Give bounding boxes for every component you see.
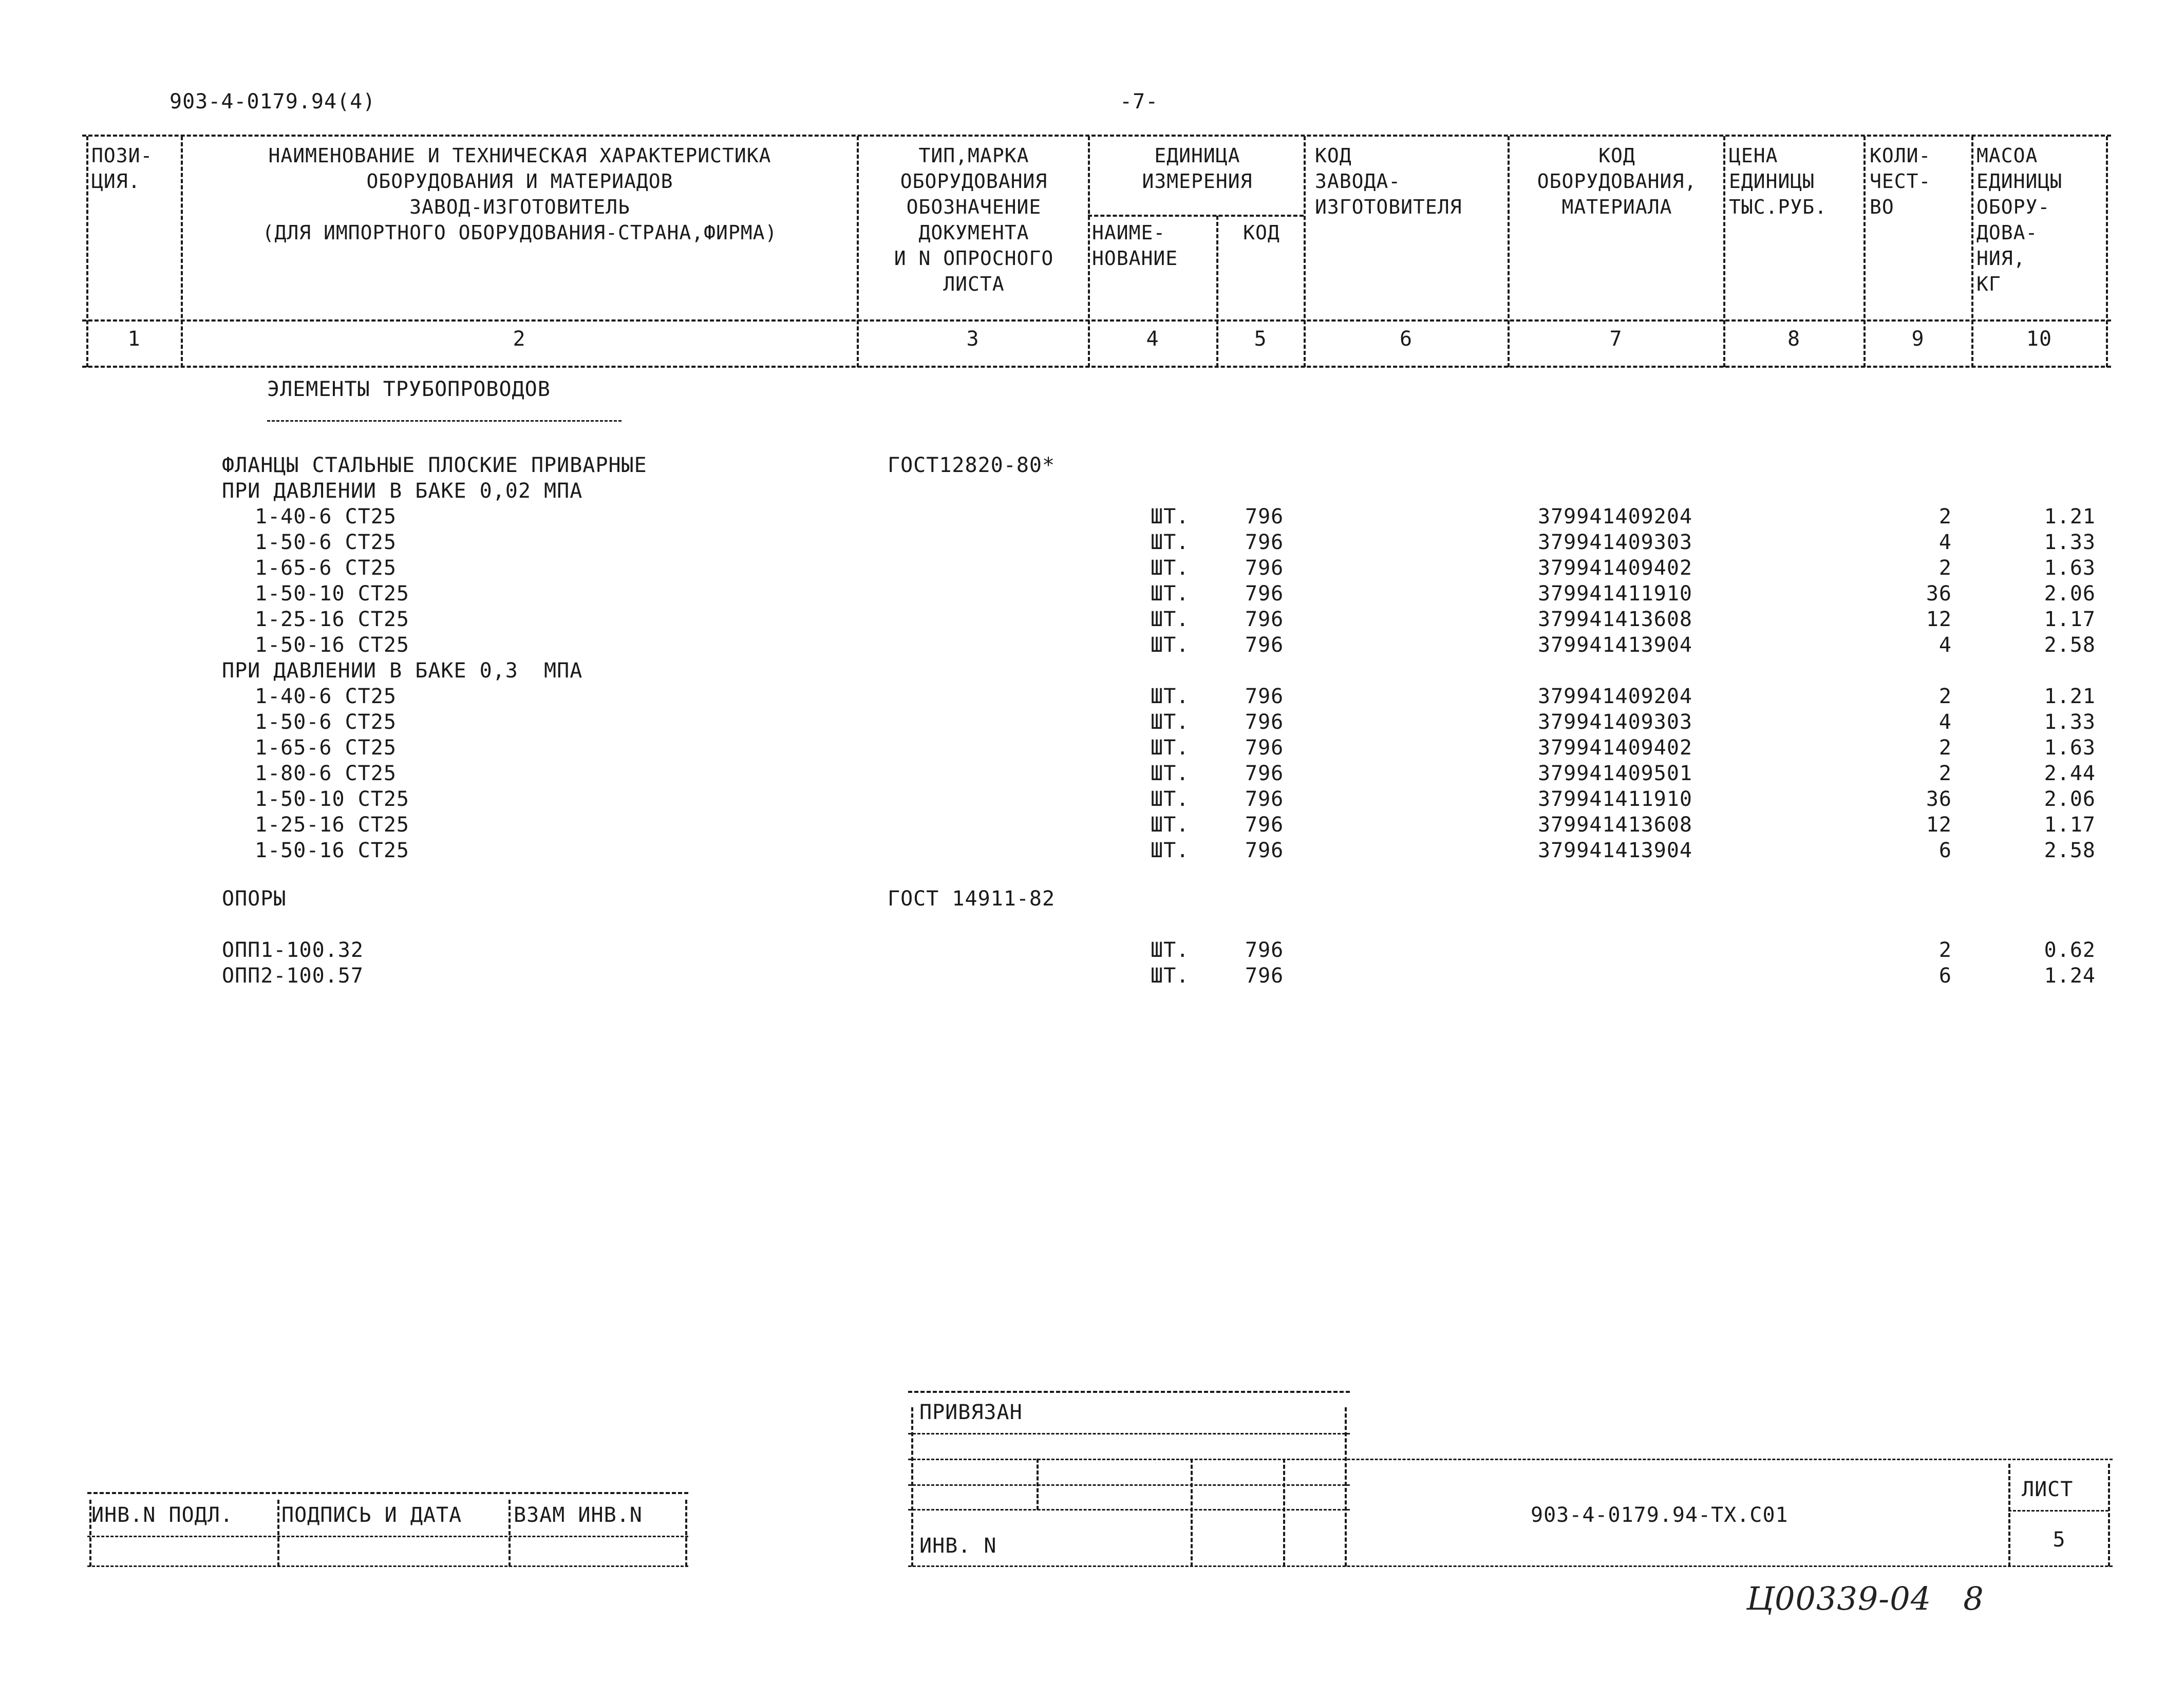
colnum-3: 3 <box>966 327 980 351</box>
row-mass: 2.58 <box>2044 633 2096 657</box>
row-mass: 1.24 <box>2044 964 2096 988</box>
row-material-code: 379941409402 <box>1538 556 1692 580</box>
row-unit: ШТ. <box>1151 938 1190 962</box>
supports-standard: ГОСТ 14911-82 <box>888 887 1056 911</box>
section-title: ЭЛЕМЕНТЫ ТРУБОПРОВОДОВ <box>267 377 551 401</box>
row-material-code: 379941409501 <box>1538 762 1692 785</box>
colnum-4: 4 <box>1146 327 1159 351</box>
row-unit-code: 796 <box>1245 556 1284 580</box>
stamp-inv-n: ИНВ. N <box>919 1534 997 1558</box>
row-name: 1-40-6 СТ25 <box>255 505 397 528</box>
stamp-vline-b <box>1037 1459 1039 1510</box>
colnum-8: 8 <box>1787 327 1801 351</box>
row-quantity: 2 <box>1938 505 1952 528</box>
row-unit-code: 796 <box>1245 633 1284 657</box>
row-unit-code: 796 <box>1245 505 1284 528</box>
row-unit-code: 796 <box>1245 531 1284 554</box>
column-numbers-divider <box>82 366 2111 368</box>
colnum-1: 1 <box>127 327 141 351</box>
row-mass: 1.21 <box>2044 685 2096 708</box>
row-mass: 2.06 <box>2044 787 2096 811</box>
header-col-mass: МАСОА ЕДИНИЦЫ ОБОРУ- ДОВА- НИЯ, КГ <box>1976 144 2063 295</box>
row-quantity: 2 <box>1938 685 1952 708</box>
document-designation: 903-4-0179.94-ТХ.С01 <box>1531 1503 1788 1527</box>
header-col-equipment-code: КОД ОБОРУДОВАНИЯ, МАТЕРИАЛА <box>1537 144 1697 218</box>
row-unit-code: 796 <box>1245 608 1284 631</box>
row-unit: ШТ. <box>1151 964 1190 988</box>
header-col-unit: ЕДИНИЦА ИЗМЕРЕНИЯ <box>1142 144 1253 193</box>
stamp-top-border <box>908 1391 1350 1393</box>
row-quantity: 4 <box>1938 633 1952 657</box>
row-unit-code: 796 <box>1245 787 1284 811</box>
supports-title: ОПОРЫ <box>222 887 287 911</box>
inv-vline-2 <box>509 1500 511 1566</box>
row-material-code: 379941413904 <box>1538 839 1692 862</box>
inv-block-top <box>87 1492 688 1494</box>
row-mass: 0.62 <box>2044 938 2096 962</box>
row-name: ОПП1-100.32 <box>222 938 364 962</box>
row-unit: ШТ. <box>1151 736 1190 760</box>
col-border-10 <box>2106 136 2108 367</box>
row-quantity: 2 <box>1938 762 1952 785</box>
row-quantity: 6 <box>1938 839 1952 862</box>
header-col-unit-name: НАИМЕ- НОВАНИЕ <box>1092 221 1178 270</box>
row-name: 1-80-6 СТ25 <box>255 762 397 785</box>
flanges-group1-label: ПРИ ДАВЛЕНИИ В БАКЕ 0,02 МПА <box>222 479 583 503</box>
row-quantity: 4 <box>1938 710 1952 734</box>
stamp-vline-a <box>911 1407 913 1566</box>
inv-label-signature: ПОДПИСЬ И ДАТА <box>281 1503 462 1527</box>
row-unit-code: 796 <box>1245 964 1284 988</box>
header-col-quantity: КОЛИ- ЧЕСТ- ВО <box>1870 144 1931 218</box>
row-quantity: 2 <box>1938 556 1952 580</box>
flanges-group2-label: ПРИ ДАВЛЕНИИ В БАКЕ 0,3 МПА <box>222 659 583 683</box>
stamp-vline-d <box>1283 1459 1285 1566</box>
colnum-6: 6 <box>1399 327 1413 351</box>
colnum-2: 2 <box>513 327 526 351</box>
header-col-price: ЦЕНА ЕДИНИЦЫ ТЫС.РУБ. <box>1729 144 1828 218</box>
header-divider <box>82 319 2111 322</box>
stamp-vline-c <box>1191 1459 1193 1566</box>
row-quantity: 36 <box>1926 582 1952 606</box>
row-unit: ШТ. <box>1151 505 1190 528</box>
sheet-number: 5 <box>2053 1528 2066 1552</box>
row-unit: ШТ. <box>1151 710 1190 734</box>
row-name: 1-50-16 СТ25 <box>255 633 409 657</box>
page-number: -7- <box>1120 90 1159 114</box>
flanges-title: ФЛАНЦЫ СТАЛЬНЫЕ ПЛОСКИЕ ПРИВАРНЫЕ <box>222 454 647 477</box>
inv-block-mid <box>87 1536 688 1537</box>
sheet-vline-right <box>2108 1464 2110 1566</box>
row-material-code: 379941409303 <box>1538 531 1692 554</box>
header-col-type: ТИП,МАРКА ОБОРУДОВАНИЯ ОБОЗНАЧЕНИЕ ДОКУМЕНТА И N ОПРОСНОГО ЛИСТА <box>894 144 1054 295</box>
sheet-divider <box>2008 1510 2108 1512</box>
row-quantity: 2 <box>1938 736 1952 760</box>
row-name: 1-50-6 СТ25 <box>255 531 397 554</box>
row-material-code: 379941413608 <box>1538 813 1692 837</box>
row-quantity: 36 <box>1926 787 1952 811</box>
section-title-underline <box>267 420 622 422</box>
row-quantity: 12 <box>1926 813 1952 837</box>
row-mass: 1.33 <box>2044 531 2096 554</box>
inv-vline-0 <box>89 1500 91 1566</box>
row-mass: 1.17 <box>2044 813 2096 837</box>
row-material-code: 379941413608 <box>1538 608 1692 631</box>
row-unit-code: 796 <box>1245 762 1284 785</box>
unit-subheader-divider <box>1088 215 1304 217</box>
row-material-code: 379941409204 <box>1538 505 1692 528</box>
row-unit: ШТ. <box>1151 685 1190 708</box>
row-material-code: 379941413904 <box>1538 633 1692 657</box>
inv-label-vzam: ВЗАМ ИНВ.N <box>514 1503 643 1527</box>
row-quantity: 2 <box>1938 938 1952 962</box>
row-material-code: 379941411910 <box>1538 582 1692 606</box>
inv-vline-1 <box>277 1500 279 1566</box>
row-name: ОПП2-100.57 <box>222 964 364 988</box>
row-material-code: 379941411910 <box>1538 787 1692 811</box>
row-name: 1-50-10 СТ25 <box>255 582 409 606</box>
row-unit: ШТ. <box>1151 813 1190 837</box>
inv-label-podl: ИНВ.N ПОДЛ. <box>91 1503 233 1527</box>
row-unit-code: 796 <box>1245 839 1284 862</box>
header-col-position: ПОЗИ- ЦИЯ. <box>91 144 153 193</box>
row-name: 1-65-6 СТ25 <box>255 736 397 760</box>
row-unit-code: 796 <box>1245 736 1284 760</box>
row-unit: ШТ. <box>1151 787 1190 811</box>
stamp-privyazan: ПРИВЯЗАН <box>919 1401 1023 1424</box>
row-quantity: 4 <box>1938 531 1952 554</box>
row-unit: ШТ. <box>1151 839 1190 862</box>
stamp-vline-e <box>1345 1407 1347 1566</box>
row-unit: ШТ. <box>1151 556 1190 580</box>
table-top-border <box>82 135 2111 137</box>
row-quantity: 6 <box>1938 964 1952 988</box>
stamp-line-2 <box>908 1459 2113 1460</box>
colnum-9: 9 <box>1911 327 1925 351</box>
row-unit-code: 796 <box>1245 813 1284 837</box>
colnum-7: 7 <box>1609 327 1623 351</box>
document-code: 903-4-0179.94(4) <box>170 90 376 114</box>
inv-block-bottom <box>87 1565 688 1567</box>
row-name: 1-50-6 СТ25 <box>255 710 397 734</box>
row-name: 1-50-10 СТ25 <box>255 787 409 811</box>
colnum-5: 5 <box>1254 327 1267 351</box>
row-mass: 2.06 <box>2044 582 2096 606</box>
row-unit: ШТ. <box>1151 582 1190 606</box>
row-mass: 2.58 <box>2044 839 2096 862</box>
row-name: 1-25-16 СТ25 <box>255 813 409 837</box>
row-unit-code: 796 <box>1245 938 1284 962</box>
row-unit: ШТ. <box>1151 633 1190 657</box>
row-name: 1-25-16 СТ25 <box>255 608 409 631</box>
header-col-unit-code: КОД <box>1243 221 1280 244</box>
row-mass: 1.33 <box>2044 710 2096 734</box>
row-unit-code: 796 <box>1245 582 1284 606</box>
row-mass: 2.44 <box>2044 762 2096 785</box>
row-name: 1-65-6 СТ25 <box>255 556 397 580</box>
flanges-standard: ГОСТ12820-80* <box>888 454 1056 477</box>
stamp-bottom-border <box>908 1565 2113 1567</box>
row-mass: 1.21 <box>2044 505 2096 528</box>
row-material-code: 379941409402 <box>1538 736 1692 760</box>
row-unit: ШТ. <box>1151 608 1190 631</box>
sheet-vline-left <box>2008 1464 2010 1566</box>
row-name: 1-40-6 СТ25 <box>255 685 397 708</box>
row-material-code: 379941409303 <box>1538 710 1692 734</box>
row-unit: ШТ. <box>1151 531 1190 554</box>
colnum-10: 10 <box>2026 327 2053 351</box>
inv-vline-3 <box>685 1500 687 1566</box>
sheet-label: ЛИСТ <box>2022 1478 2074 1501</box>
row-mass: 1.17 <box>2044 608 2096 631</box>
row-unit-code: 796 <box>1245 710 1284 734</box>
row-unit: ШТ. <box>1151 762 1190 785</box>
handwritten-archive-number: Ц00339-04 8 <box>1746 1580 1984 1617</box>
row-unit-code: 796 <box>1245 685 1284 708</box>
header-col-name: НАИМЕНОВАНИЕ И ТЕХНИЧЕСКАЯ ХАРАКТЕРИСТИКА ОБОРУДОВАНИЯ И МАТЕРИАДОВ ЗАВОД-ИЗГОТОВИТЕЛЬ (ДЛЯ ИМПОРТНОГО ОБОРУДОВАНИЯ-СТРАНА,ФИРМА) <box>262 144 778 244</box>
stamp-line-1 <box>908 1433 1350 1434</box>
header-col-manufacturer-code: КОД ЗАВОДА- ИЗГОТОВИТЕЛЯ <box>1315 144 1462 218</box>
row-mass: 1.63 <box>2044 736 2096 760</box>
row-name: 1-50-16 СТ25 <box>255 839 409 862</box>
row-mass: 1.63 <box>2044 556 2096 580</box>
row-quantity: 12 <box>1926 608 1952 631</box>
row-material-code: 379941409204 <box>1538 685 1692 708</box>
